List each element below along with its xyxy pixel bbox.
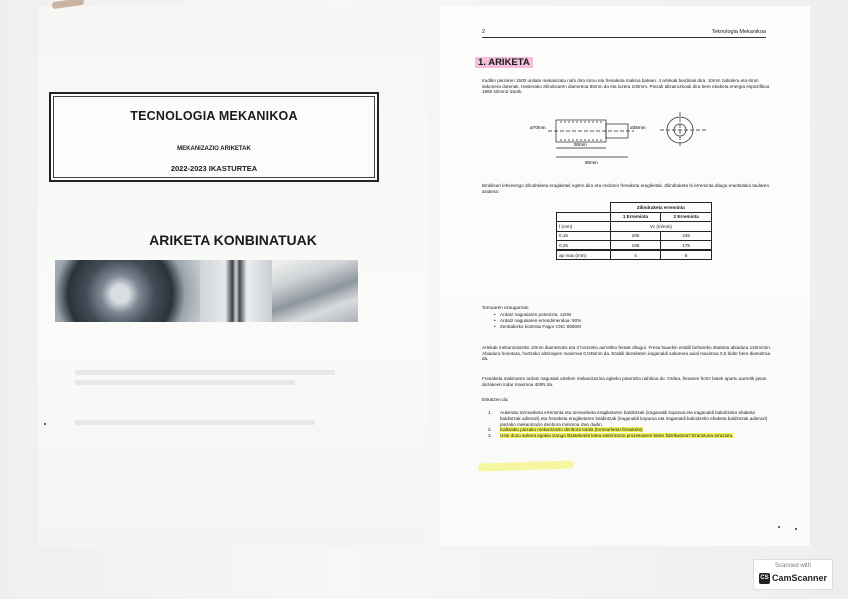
table-row	[557, 231, 712, 241]
camscanner-logo-icon: CS	[759, 573, 770, 584]
milling-paragraph: Artekak mekanizatzeko 10mm diametroko eta 2 hortzeko aurretiko fresak dituguì. Fresa hauekin erabili behareko ebaketa abiadura 140m/min. Abiadura honetara, hortzeko aitzinapen maximoa 0,045mm da. Erabili dezaketen iraganaldi sakonera axial maximoa 0,5 bider bere diametroa da.	[482, 345, 772, 362]
table-cell: 280	[610, 231, 661, 241]
table-f-label: f (mm)	[557, 222, 611, 232]
question-number: 3.	[488, 433, 492, 439]
table-cell: 4	[610, 250, 661, 260]
lathe-features-label: Tornuaren ezaugarriak:	[482, 305, 530, 310]
camscanner-watermark	[753, 559, 833, 590]
tasks-label: Eskatzen da:	[482, 397, 509, 402]
lathe-turning-photo	[55, 260, 200, 322]
list-item: • Ardatz nagusiaren potentzia: 11kW	[494, 312, 774, 318]
question-number: 2.	[488, 427, 492, 433]
dim-large-diameter: ø70mm	[530, 125, 546, 130]
question-text: Aukeratu tornearketa erreminta eta tornearketa eragiketaren baldintzak (iraganaldi kopurua eta iraganaldi bakoitzeko ebaketa baldintzak adierazi) eta fresaketa eragiketaren baldintzak (iraganaldi kopurua eta iraganaldi bakoitzeko ebaketa baldintzak adierazi) piezako mekanizazio denbora minimoa izan dadin.	[500, 410, 768, 427]
question-text: Uste duzu aukera egokia izango litzatekeela lotea sinterizazio prozesuaren bidez fabrikatzea? Erantzuna arrazoitu.	[500, 433, 734, 439]
page-header	[482, 28, 766, 38]
question-number: 1.	[488, 410, 492, 415]
table-col-tool1: 1 Erreminta	[610, 212, 661, 222]
tool-table	[556, 202, 712, 260]
turning-paragraph: Binbilean lehenengo zilindraketa eragiketak egiten dira eta ondoren fresaketa eragiketak. Zilindraketa bi erreminta ditugu erantsitako taularen arabera:	[482, 183, 770, 194]
watermark-name: CamScanner	[772, 573, 828, 583]
cover-year: 2022-2023 IKASTURTEA	[170, 164, 258, 173]
dim-small-diameter: ø35mm	[630, 125, 646, 130]
question-item	[488, 410, 768, 427]
header-title: Teknologia Mekanikoa	[711, 29, 766, 35]
part-drawing	[530, 110, 730, 165]
questions-list	[488, 410, 768, 439]
milling-machine-photo	[272, 260, 358, 322]
bleed-through-line	[75, 420, 315, 425]
cover-title: TECNOLOGIA MEKANIKOA	[130, 109, 298, 123]
table-ap-label: ap max (mm)	[557, 250, 611, 260]
table-cell: 6	[661, 250, 712, 260]
section-title: ARIKETA KONBINATUAK	[149, 232, 317, 248]
table-row	[557, 241, 712, 251]
scan-speck	[44, 423, 46, 425]
drill-bit-photo	[200, 260, 272, 322]
lathe-features-list	[494, 312, 774, 329]
page-number: 2	[482, 29, 486, 35]
exercise-title: 1. ARIKETA	[475, 57, 533, 68]
table-caption: Zilindraketa erreminta	[610, 203, 711, 213]
milling-machine-paragraph: Fresaketa makinaren ardatz nagusiak arteken mekanizazioa egiteko potentzia nahikoa du. Ordea, fresaren hortz batek apurtu aurretik jasan dezakeen indar maximoa 400N da.	[482, 376, 767, 387]
dim-length-50: 50mm	[574, 142, 587, 147]
bleed-through-line	[75, 370, 335, 375]
table-cell: 0,15	[557, 231, 611, 241]
table-cell: 195	[610, 241, 661, 251]
table-row	[557, 250, 712, 260]
photo-strip	[55, 260, 358, 322]
watermark-caption: Scanned with	[774, 563, 812, 569]
bleed-through-line	[75, 380, 295, 385]
list-item: • Zenbakizko kontrola Fagor CNC 8060M	[494, 324, 774, 330]
table-cell: 245	[661, 231, 712, 241]
table-vc-label: Vc (m/min)	[610, 222, 711, 232]
cover-subtitle: MEKANIZAZIO ARIKETAK	[177, 146, 251, 152]
table-col-tool2: 2 Erreminta	[661, 212, 712, 222]
intro-paragraph: Irudiko piezaren 1500 unitate mekanizatu nahi dira tornu eta fresaketa makina batean. 4 artekak berdinak dira, 10mm zabalera eta 6mm sakonera dutenak. Hasierako zilindroaren diametroa 80mm da eta luzera 100mm. Piezak altzairuzkoak dira bere ebaketa energia espezifikoa 1960 N/mm2 izanik.	[482, 78, 770, 95]
question-text: Kalkulatu piezako mekanizazio denbora totala (tornearketa+fresaketa)	[500, 427, 643, 433]
list-item: • Ardatz nagusiaren errendimendua: 90%	[494, 318, 774, 324]
table-cell: 0,25	[557, 241, 611, 251]
cover-title-box	[49, 92, 379, 182]
table-cell: 175	[661, 241, 712, 251]
question-item	[488, 433, 768, 439]
dim-length-80: 80mm	[585, 160, 598, 165]
scan-speck	[778, 526, 780, 528]
scan-speck	[795, 528, 797, 530]
